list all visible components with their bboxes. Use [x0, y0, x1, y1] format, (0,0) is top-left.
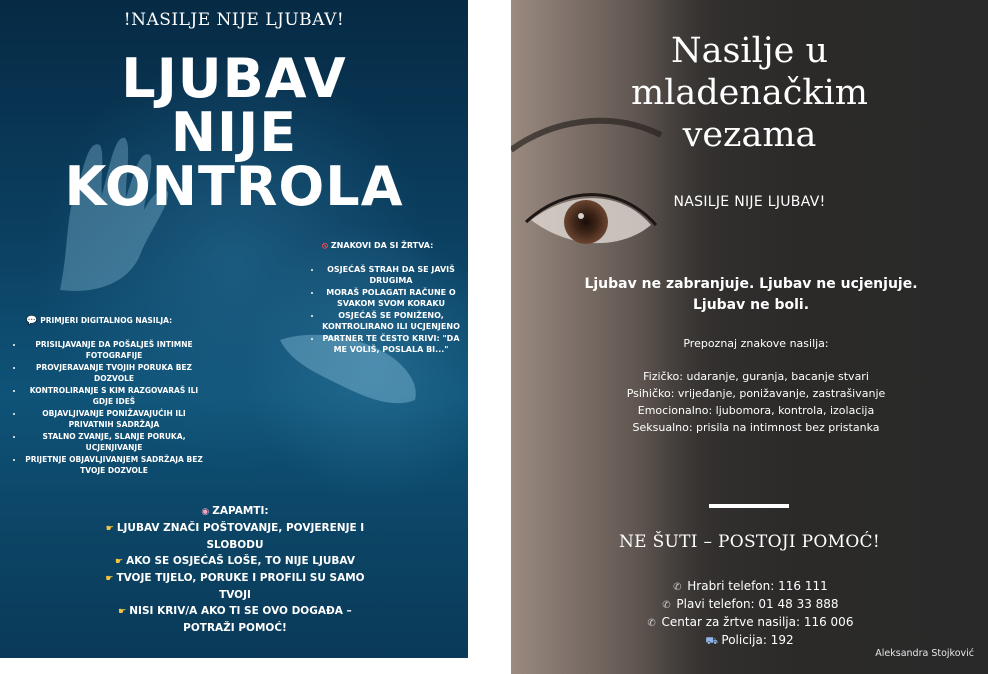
love-statement: Ljubav ne zabranjuje. Ljubav ne ucjenjuje. Ljubav ne boli.: [584, 276, 918, 313]
pointing-hand-icon: ☛: [118, 607, 127, 617]
remember-item: [100, 553, 370, 570]
remember-item: [100, 570, 370, 603]
remember-text: AKO SE OSJEĆAŠ LOŠE, TO NIJE LJUBAV: [126, 555, 355, 567]
top-slogan: !NASILJE NIJE LJUBAV!: [123, 10, 345, 30]
list-item: Emocionalno: ljubomora, kontrola, izolacija: [637, 404, 875, 417]
main-headline: [0, 47, 468, 218]
list-item: • OBJAVLJIVANJE PONIŽAVAJUĆIH ILI PRIVATNIH SADRŽAJA: [24, 408, 204, 430]
contact-item: [511, 614, 988, 632]
pointing-hand-icon: ☛: [105, 574, 114, 584]
contact-text: Policija: 192: [721, 633, 794, 647]
violence-types-list: [511, 368, 988, 436]
remember-section: [100, 503, 370, 636]
remember-heading: [100, 503, 370, 520]
victim-signs-list: [300, 264, 460, 355]
headline-line: KONTROLA: [64, 155, 404, 218]
list-item: • PRISILJAVANJE DA POŠALJEŠ INTIMNE FOTOGRAFIJE: [24, 339, 204, 361]
remember-text: TVOJE TIJELO, PORUKE I PROFILI SU SAMO TVOJI: [116, 572, 365, 601]
pointing-hand-icon: ☛: [115, 557, 124, 567]
phone-icon: ✆: [662, 600, 671, 611]
contact-text: Centar za žrtve nasilja: 116 006: [661, 615, 854, 629]
contact-item: [511, 578, 988, 596]
remember-item: [100, 520, 370, 553]
list-item: • PROVJERAVANJE TVOJIH PORUKA BEZ DOZVOLE: [24, 362, 204, 384]
prohibited-icon: ⦸: [322, 241, 328, 251]
list-item: • PRIJETNJE OBJAVLJIVANJEM SADRŽAJA BEZ TVOJE DOZVOLE: [24, 454, 204, 476]
title-line: vezama: [682, 115, 817, 155]
divider: [709, 504, 789, 508]
contact-item: [511, 596, 988, 614]
remember-text: NISI KRIV/A AKO TI SE OVO DOGAĐA – POTRAŽI POMOĆ!: [129, 605, 352, 634]
list-item: • STALNO ZVANJE, SLANJE PORUKA, UCJENJIVANJE: [24, 431, 204, 453]
poster-right: [511, 0, 988, 674]
remember-title: ZAPAMTI:: [212, 505, 269, 517]
recognize-signs-label: Prepoznaj znakove nasilja:: [683, 337, 829, 350]
headline-line: NIJE: [170, 101, 298, 164]
list-item: • OSJEĆAŠ STRAH DA SE JAVIŠ DRUGIMA: [322, 264, 460, 286]
brain-icon: ◉: [201, 507, 210, 517]
digital-violence-title: PRIMJERI DIGITALNOG NASILJA:: [40, 316, 173, 325]
list-item: Seksualno: prisila na intimnost bez pristanka: [632, 421, 880, 434]
poster-subtitle: NASILJE NIJE LJUBAV!: [673, 194, 826, 210]
list-item: Psihičko: vrijeđanje, ponižavanje, zastrašivanje: [626, 387, 886, 400]
list-item: • PARTNER TE ČESTO KRIVI: "DA ME VOLIŠ, POSLALA BI...": [322, 333, 460, 355]
help-heading: NE ŠUTI – POSTOJI POMOĆ!: [618, 532, 880, 552]
list-item: • KONTROLIRANJE S KIM RAZGOVARAŠ ILI GDJE IDEŠ: [24, 385, 204, 407]
title-line: mladenačkim: [631, 73, 868, 113]
author-credit: Aleksandra Stojković: [875, 648, 974, 659]
victim-signs-section: [300, 240, 460, 356]
remember-text: LJUBAV ZNAČI POŠTOVANJE, POVJERENJE I SLOBODU: [116, 522, 365, 551]
headline-line: LJUBAV: [121, 47, 347, 110]
remember-item: [100, 603, 370, 636]
title-line: Nasilje u: [670, 31, 829, 71]
victim-signs-title: ZNAKOVI DA SI ŽRTVA:: [330, 241, 434, 250]
digital-violence-heading: [26, 315, 204, 327]
digital-violence-list: [14, 339, 204, 476]
list-item: Fizičko: udaranje, guranja, bacanje stvari: [643, 370, 869, 383]
poster-left: [0, 0, 468, 658]
phone-icon: ✆: [673, 582, 682, 593]
speech-bubble-icon: 💬: [26, 316, 38, 326]
contacts-list: [511, 578, 988, 650]
victim-signs-heading: [322, 240, 460, 252]
phone-icon: ✆: [647, 618, 656, 629]
pointing-hand-icon: ☛: [105, 524, 114, 534]
contact-text: Plavi telefon: 01 48 33 888: [676, 597, 839, 611]
list-item: • OSJEĆAŠ SE PONIŽENO, KONTROLIRANO ILI UCJENJENO: [322, 310, 460, 332]
digital-violence-section: [14, 315, 204, 477]
poster-title: [511, 30, 988, 156]
contact-text: Hrabri telefon: 116 111: [687, 579, 828, 593]
list-item: • MORAŠ POLAGATI RAČUNE O SVAKOM SVOM KORAKU: [322, 287, 460, 309]
police-car-icon: ⛟: [705, 636, 718, 647]
